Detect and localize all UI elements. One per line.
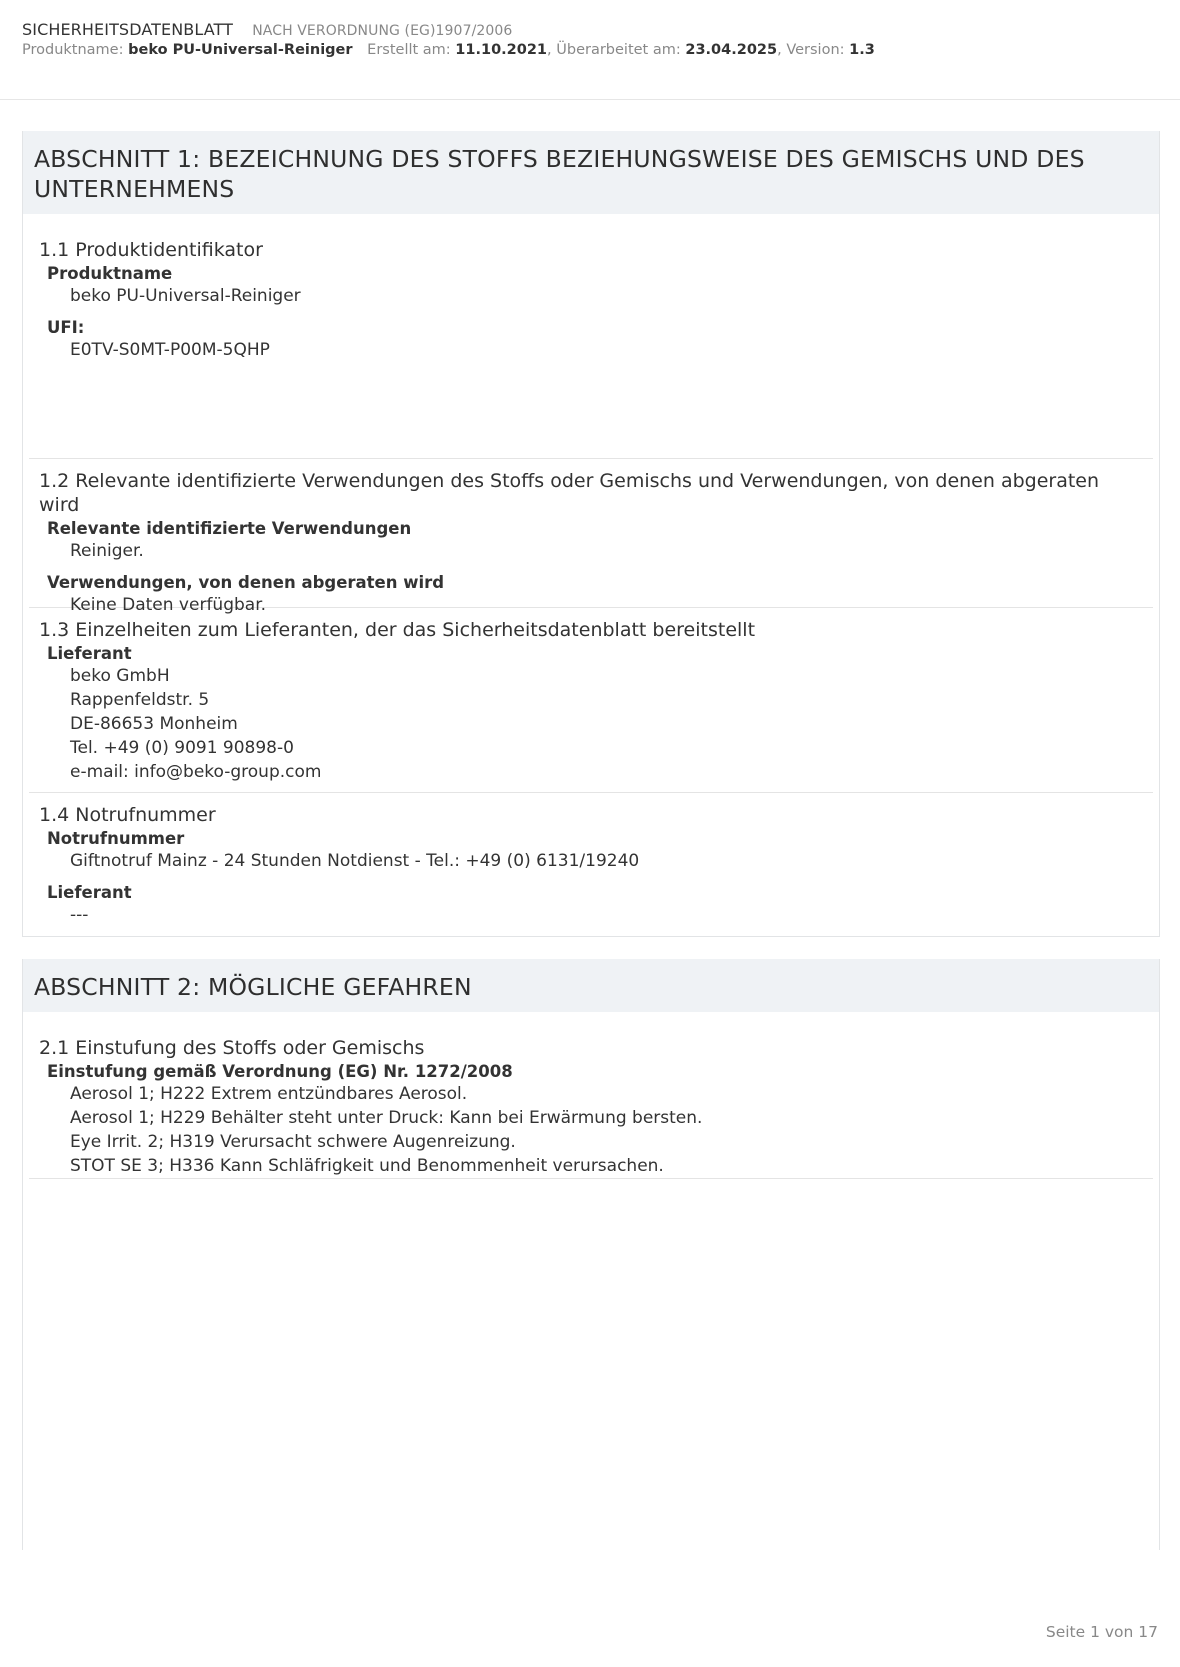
section-1-title: ABSCHNITT 1: BEZEICHNUNG DES STOFFS BEZIEHUNGSWEISE DES GEMISCHS UND DES UNTERNEHMENS <box>23 131 1159 214</box>
subsection-2-1 <box>29 1012 1153 1179</box>
version-label: Version: <box>786 42 845 58</box>
created-label: Erstellt am: <box>367 42 451 58</box>
subsection-1-2 <box>29 459 1153 615</box>
section-2-title: ABSCHNITT 2: MÖGLICHE GEFAHREN <box>23 959 1159 1012</box>
subsection-1-3 <box>29 608 1153 793</box>
value-ufi: E0TV-S0MT-P00M-5QHP <box>70 340 270 360</box>
document-title-line <box>22 20 1158 39</box>
label-product-name: Produktname <box>47 264 173 283</box>
page-number: Seite 1 von 17 <box>1045 1623 1158 1641</box>
value-emergency-supplier: --- <box>70 905 89 925</box>
classification-line: Aerosol 1; H222 Extrem entzündbares Aerosol. <box>70 1084 468 1104</box>
section-2 <box>22 959 1160 1550</box>
document-meta-line: Produktname: beko PU-Universal-Reiniger Erstellt am: 11.10.2021, Überarbeitet am: 23.04.2025, Version: 1.3 <box>22 42 875 58</box>
classification-line: Aerosol 1; H229 Behälter steht unter Druck: Kann bei Erwärmung bersten. <box>70 1108 703 1128</box>
classification-line: Eye Irrit. 2; H319 Verursacht schwere Augenreizung. <box>70 1132 516 1152</box>
value-product-name: beko PU-Universal-Reiniger <box>70 286 301 306</box>
label-classification: Einstufung gemäß Verordnung (EG) Nr. 1272/2008 <box>47 1062 513 1081</box>
value-emergency-number: Giftnotruf Mainz - 24 Stunden Notdienst - Tel.: +49 (0) 6131/19240 <box>70 851 640 871</box>
product-name: beko PU-Universal-Reiniger <box>128 42 353 58</box>
subsection-1-2-title: 1.2 Relevante identifizierte Verwendungen des Stoffs oder Gemischs und Verwendungen, von denen abgeraten wird <box>39 470 1100 516</box>
document-header <box>22 20 1158 58</box>
document-title: SICHERHEITSDATENBLATT <box>22 20 234 39</box>
version-number: 1.3 <box>849 42 875 58</box>
revised-label: Überarbeitet am: <box>556 42 681 58</box>
label-ufi: UFI: <box>47 318 85 337</box>
header-divider <box>0 99 1180 100</box>
subsection-1-1 <box>29 214 1153 459</box>
label-emergency-supplier: Lieferant <box>47 883 132 902</box>
subsection-1-4-title: 1.4 Notrufnummer <box>39 804 216 826</box>
supplier-line: beko GmbH <box>70 666 170 686</box>
product-label: Produktname: <box>22 42 124 58</box>
supplier-line: Rappenfeldstr. 5 <box>70 690 210 710</box>
document-title-sub: NACH VERORDNUNG (EG)1907/2006 <box>252 23 513 39</box>
supplier-line: Tel. +49 (0) 9091 90898-0 <box>70 738 294 758</box>
supplier-line: DE-86653 Monheim <box>70 714 238 734</box>
subsection-1-1-title: 1.1 Produktidentifikator <box>39 239 263 261</box>
section-1 <box>22 131 1160 937</box>
label-uses-advised-against: Verwendungen, von denen abgeraten wird <box>47 573 445 592</box>
subsection-1-3-title: 1.3 Einzelheiten zum Lieferanten, der das Sicherheitsdatenblatt bereitstellt <box>39 619 756 641</box>
subsection-1-4 <box>29 793 1153 941</box>
supplier-email: e-mail: info@beko-group.com <box>70 762 322 782</box>
label-supplier: Lieferant <box>47 644 132 663</box>
subsection-2-1-title: 2.1 Einstufung des Stoffs oder Gemischs <box>39 1037 425 1059</box>
classification-line: STOT SE 3; H336 Kann Schläfrigkeit und Benommenheit verursachen. <box>70 1156 664 1176</box>
revised-date: 23.04.2025 <box>685 42 778 58</box>
label-emergency-number: Notrufnummer <box>47 829 185 848</box>
value-identified-uses: Reiniger. <box>70 541 144 561</box>
created-date: 11.10.2021 <box>455 42 548 58</box>
label-identified-uses: Relevante identifizierte Verwendungen <box>47 519 412 538</box>
value-uses-advised-against: Keine Daten verfügbar. <box>70 595 267 615</box>
